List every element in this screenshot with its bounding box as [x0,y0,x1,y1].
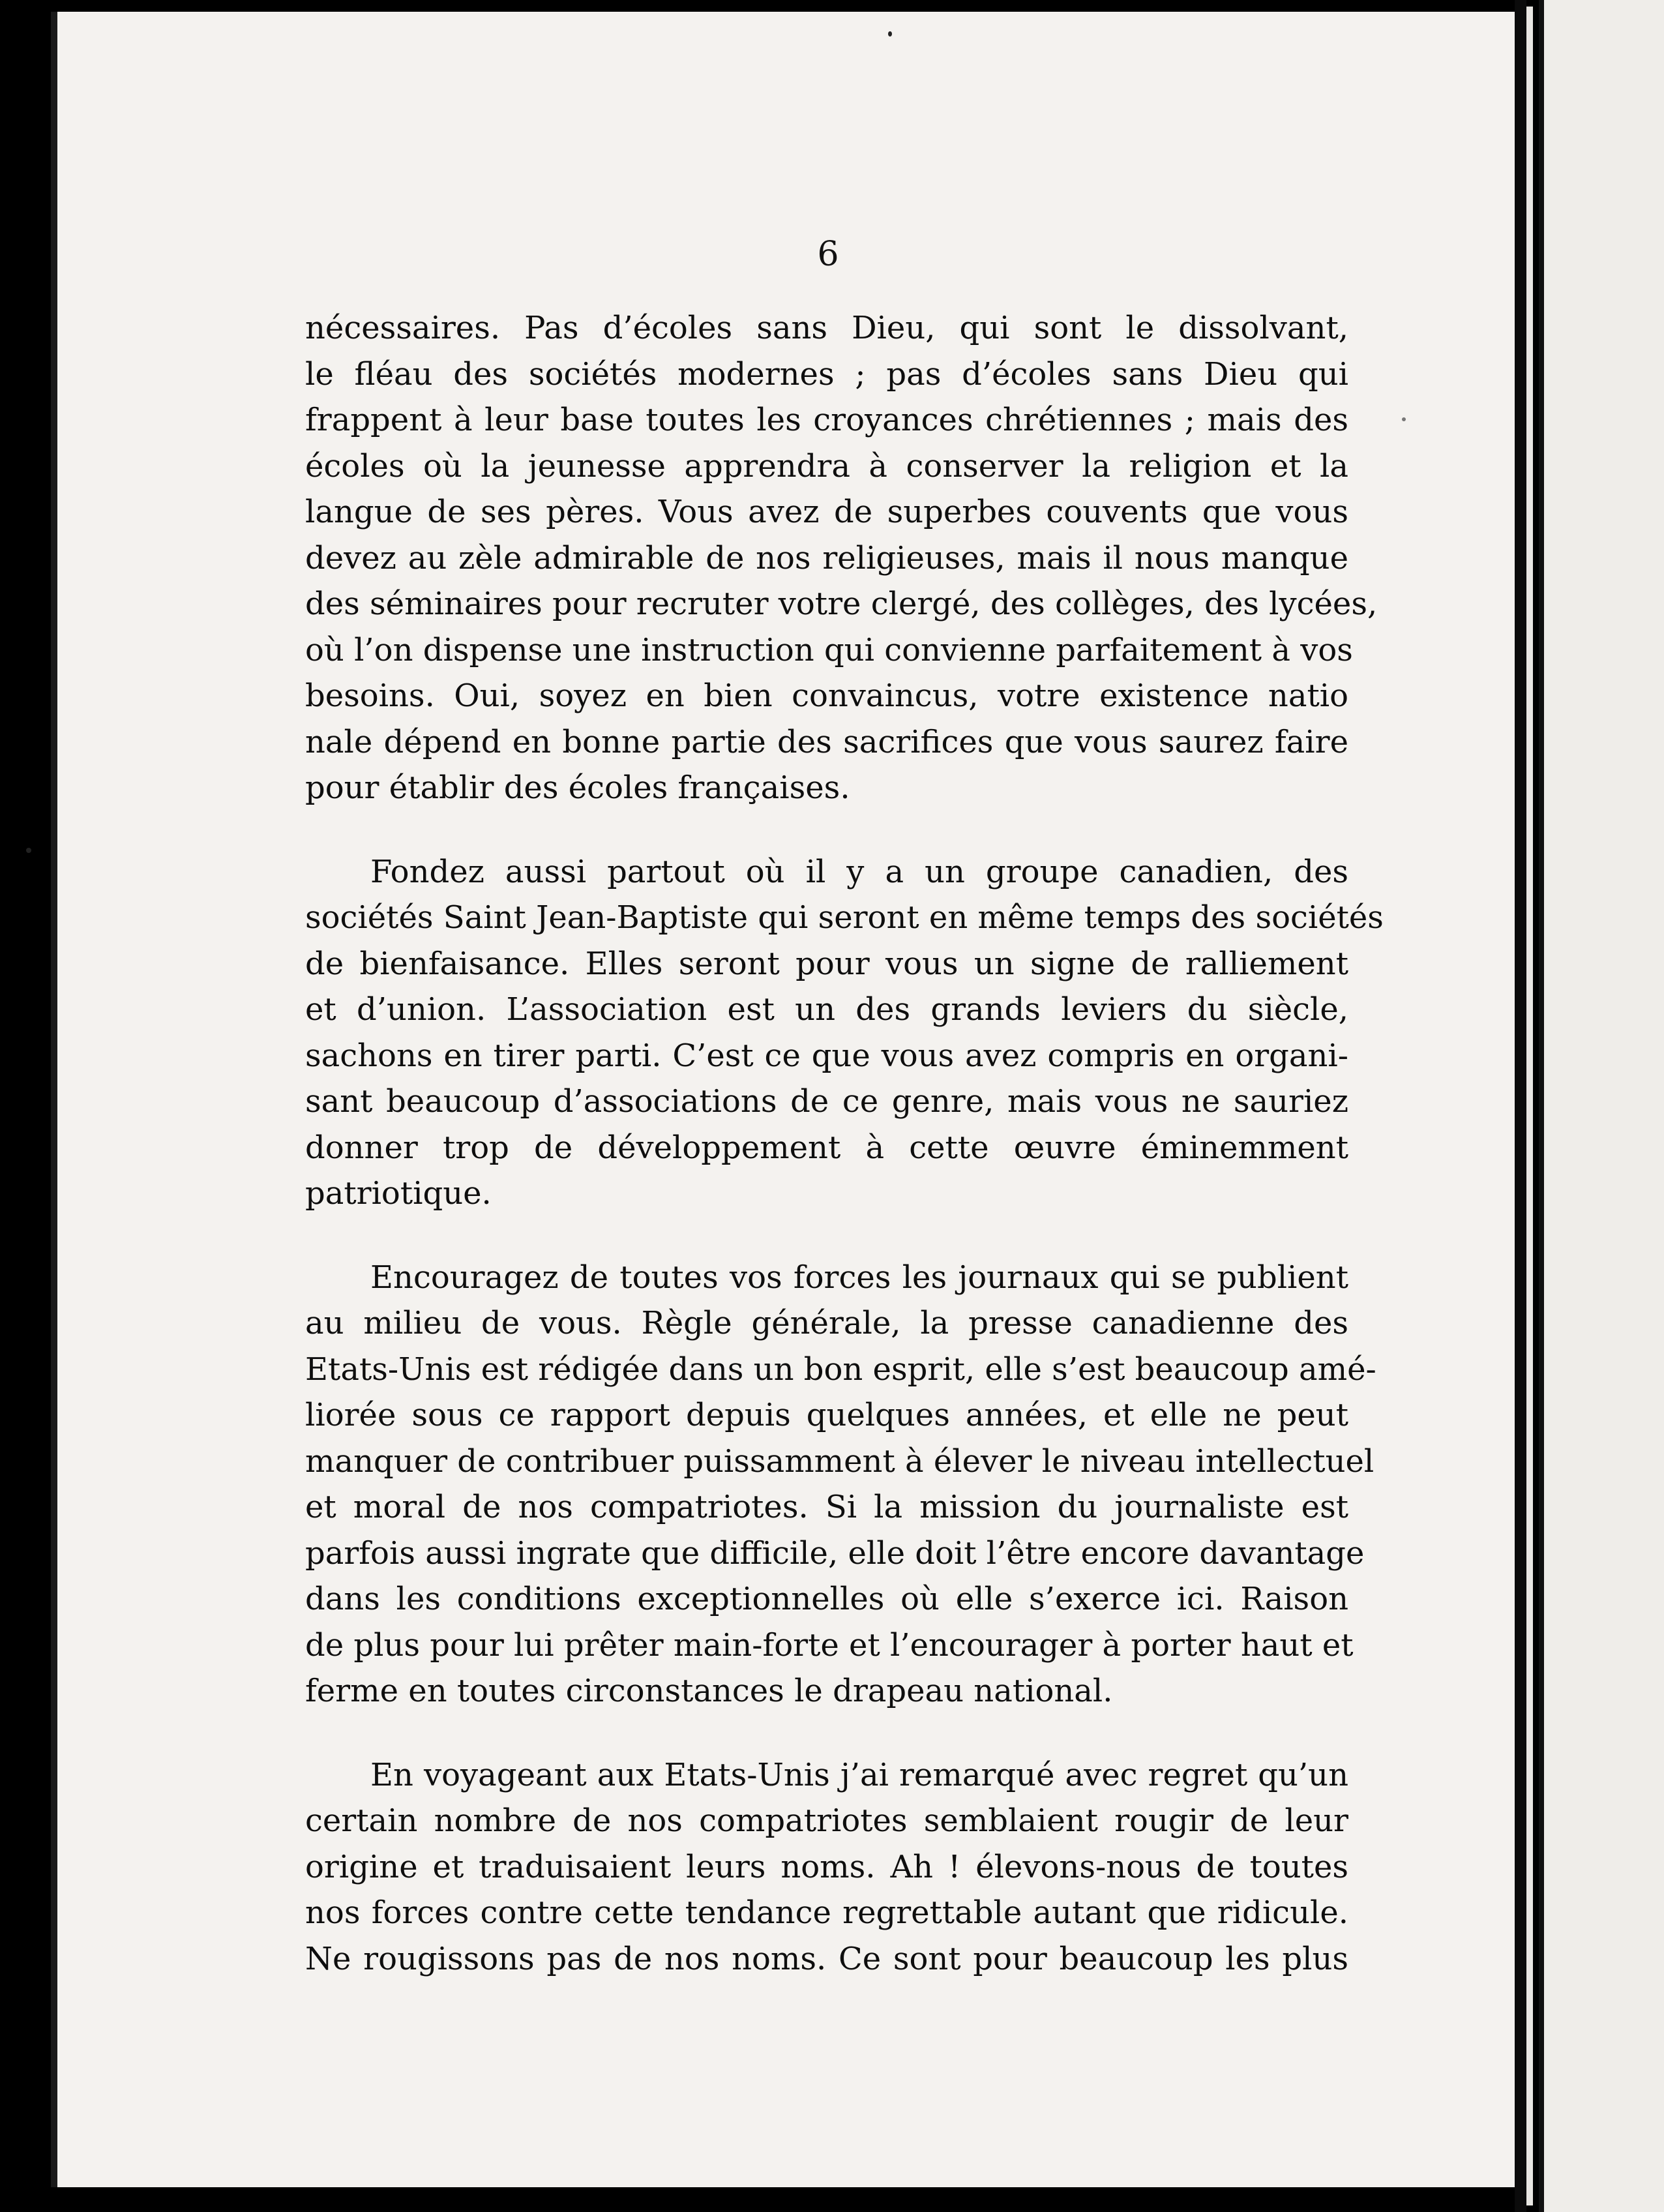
text-line: parfois aussi ingrate que difficile, elle doit l’être encore davantage [305,1534,1365,1572]
page-number: 6 [817,235,839,274]
text-line: où l’on dispense une instruction qui convienne parfaitement à vos [305,631,1353,668]
text-line: au milieu de vous. Règle générale, la presse canadienne des [305,1305,1348,1341]
paragraph-3 [305,1255,1376,1714]
text-line: liorée sous ce rapport depuis quelques années, et elle ne peut [305,1397,1348,1433]
text-line: frappent à leur base toutes les croyances chrétiennes ; mais des [305,402,1348,438]
text-line: besoins. Oui, soyez en bien convaincus, votre existence natio [305,678,1348,714]
scan-speck [26,848,31,853]
text-line: pour établir des écoles françaises. [305,770,850,806]
text-line: de bienfaisance. Elles seront pour vous un signe de ralliement [305,945,1348,982]
scan-speck [888,31,892,37]
text-line: langue de ses pères. Vous avez de superbes couvents que vous [305,494,1348,530]
text-line: Encouragez de toutes vos forces les journaux qui se publient [370,1259,1348,1296]
paragraph-gap [305,1714,1348,1752]
text-line: le fléau des sociétés modernes ; pas d’écoles sans Dieu qui [305,355,1348,393]
scan-speck [1402,417,1406,421]
text-line: sociétés Saint Jean-Baptiste qui seront en même temps des sociétés [305,899,1384,936]
text-line: et d’union. L’association est un des grands leviers du siècle, [305,991,1348,1028]
paragraph-1 [305,305,1378,811]
adjacent-page-edge [1539,0,1664,2212]
text-line: En voyageant aux Etats-Unis j’ai remarqué avec regret qu’un [370,1756,1348,1793]
text-line: de plus pour lui prêter main-forte et l’encourager à porter haut et [305,1626,1354,1664]
text-line: Etats-Unis est rédigée dans un bon esprit, elle s’est beaucoup amé- [305,1351,1376,1388]
text-line: dans les conditions exceptionnelles où elle s’exerce ici. Raison [305,1581,1348,1617]
text-line: certain nombre de nos compatriotes semblaient rougir de leur [305,1802,1348,1839]
text-line: manquer de contribuer puissamment à élever le niveau intellectuel [305,1442,1374,1480]
text-line: ferme en toutes circonstances le drapeau national. [305,1673,1113,1709]
paragraph-gap [305,811,1348,849]
text-line: nale dépend en bonne partie des sacrifices que vous saurez faire [305,723,1348,760]
text-line: devez au zèle admirable de nos religieuses, mais il nous manque [305,539,1348,576]
paragraph-2 [305,849,1384,1217]
paragraph-4 [305,1752,1348,1982]
text-line: des séminaires pour recruter votre clergé, des collèges, des lycées, [305,586,1378,622]
page-gutter [1515,0,1526,2212]
text-line: patriotique. [305,1175,492,1212]
body-text [305,305,1384,1982]
text-line: nécessaires. Pas d’écoles sans Dieu, qui sont le dissolvant, [305,310,1348,346]
text-line: sachons en tirer parti. C’est ce que vous avez compris en organi- [305,1037,1348,1074]
text-line: sant beaucoup d’associations de ce genre, mais vous ne sauriez [305,1083,1348,1120]
text-line: Fondez aussi partout où il y a un groupe canadien, des [370,853,1348,890]
text-line: et moral de nos compatriotes. Si la mission du journaliste est [305,1489,1348,1525]
text-line: origine et traduisaient leurs noms. Ah ! élevons-nous de toutes [305,1848,1348,1885]
text-line: Ne rougissons pas de nos noms. Ce sont pour beaucoup les plus [305,1940,1348,1977]
page-edge-strip [1526,7,1533,2205]
text-line: écoles où la jeunesse apprendra à conserver la religion et la [305,447,1348,485]
paragraph-gap [305,1217,1348,1255]
text-line: nos forces contre cette tendance regrettable autant que ridicule. [305,1894,1348,1931]
text-line: donner trop de développement à cette œuvre éminemment [305,1129,1348,1166]
